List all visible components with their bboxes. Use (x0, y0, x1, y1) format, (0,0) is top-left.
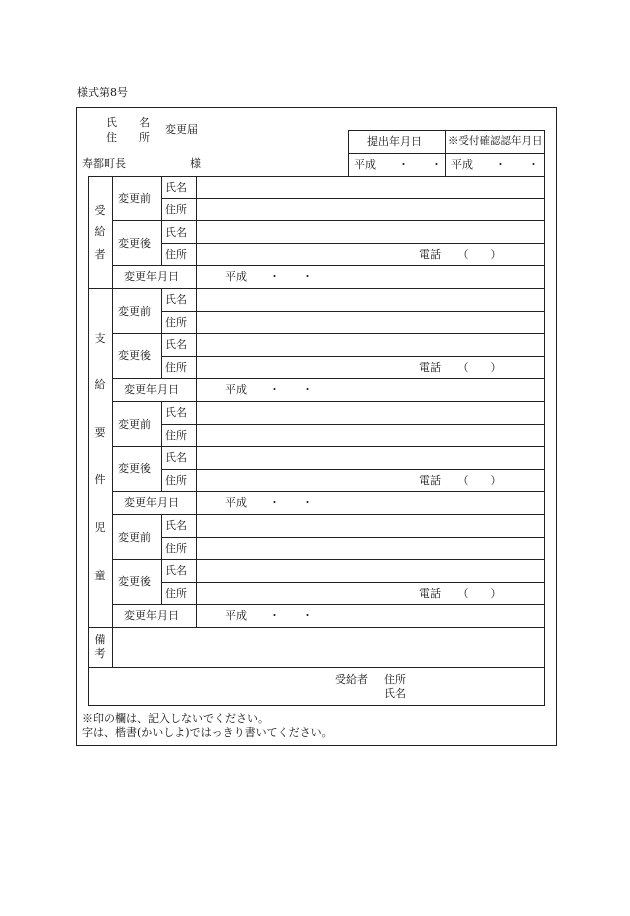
phone-label: 電話 （ ） (419, 474, 502, 487)
section-label-char: 児 (94, 521, 106, 534)
before-label: 変更前 (118, 531, 151, 544)
name-cell-label: 氏名 (165, 451, 187, 464)
honorific: 様 (190, 157, 201, 170)
address-cell-label: 住所 (165, 587, 187, 600)
section-label-char: 給 (94, 378, 106, 391)
after-label: 変更後 (118, 237, 151, 250)
change-date-label: 変更年月日 (124, 383, 179, 396)
before-label: 変更前 (118, 305, 151, 318)
change-date-value: 平成 ・ ・ (225, 496, 313, 509)
after-label: 変更後 (118, 462, 151, 475)
signature-address-label: 住所 (384, 673, 406, 686)
address-label: 住 所 (106, 131, 150, 144)
section-label-char: 要 (94, 426, 106, 439)
address-cell-label: 住所 (165, 316, 187, 329)
name-cell-label: 氏名 (165, 338, 187, 351)
address-cell-label: 住所 (165, 203, 187, 216)
phone-label: 電話 （ ） (419, 587, 502, 600)
address-cell-label: 住所 (165, 429, 187, 442)
name-cell-label: 氏名 (165, 519, 187, 532)
section-label-char: 件 (94, 473, 106, 486)
receipt-date-value: 平成 ・ ・ (451, 158, 539, 171)
address-cell-label: 住所 (165, 542, 187, 555)
signature-name-label: 氏名 (384, 687, 406, 700)
form-number: 様式第8号 (77, 86, 128, 99)
name-cell-label: 氏名 (165, 181, 187, 194)
after-label: 変更後 (118, 349, 151, 362)
name-cell-label: 氏名 (165, 564, 187, 577)
change-date-value: 平成 ・ ・ (225, 270, 313, 283)
section-label-char: 給 (94, 225, 106, 238)
change-date-value: 平成 ・ ・ (225, 609, 313, 622)
before-label: 変更前 (118, 192, 151, 205)
address-cell-label: 住所 (165, 361, 187, 374)
change-date-value: 平成 ・ ・ (225, 383, 313, 396)
remarks-label-char: 備 (94, 633, 106, 646)
name-cell-label: 氏名 (165, 406, 187, 419)
change-date-label: 変更年月日 (124, 609, 179, 622)
submission-date-value: 平成 ・ ・ (354, 158, 442, 171)
name-label: 氏 名 (106, 116, 150, 129)
footnote: 字は、楷書(かいしよ)ではっきり書いてください。 (82, 726, 333, 739)
phone-label: 電話 （ ） (419, 248, 502, 261)
address-cell-label: 住所 (165, 474, 187, 487)
footnote: ※印の欄は、記入しないでください。 (82, 712, 269, 725)
change-date-label: 変更年月日 (124, 270, 179, 283)
address-cell-label: 住所 (165, 248, 187, 261)
section-label-char: 支 (94, 332, 106, 345)
submission-date-label: 提出年月日 (367, 135, 422, 148)
before-label: 変更前 (118, 418, 151, 431)
change-date-label: 変更年月日 (124, 496, 179, 509)
name-cell-label: 氏名 (165, 293, 187, 306)
phone-label: 電話 （ ） (419, 361, 502, 374)
form-title: 変更届 (165, 123, 198, 136)
section-label-char: 者 (94, 248, 106, 261)
name-cell-label: 氏名 (165, 226, 187, 239)
addressee: 寿都町長 (82, 157, 126, 170)
section-label-char: 受 (94, 204, 106, 217)
signature-role: 受給者 (335, 673, 368, 686)
receipt-date-label: ※受付確認認年月日 (448, 135, 543, 147)
remarks-label-char: 考 (94, 647, 106, 660)
section-label-char: 童 (94, 569, 106, 582)
after-label: 変更後 (118, 575, 151, 588)
